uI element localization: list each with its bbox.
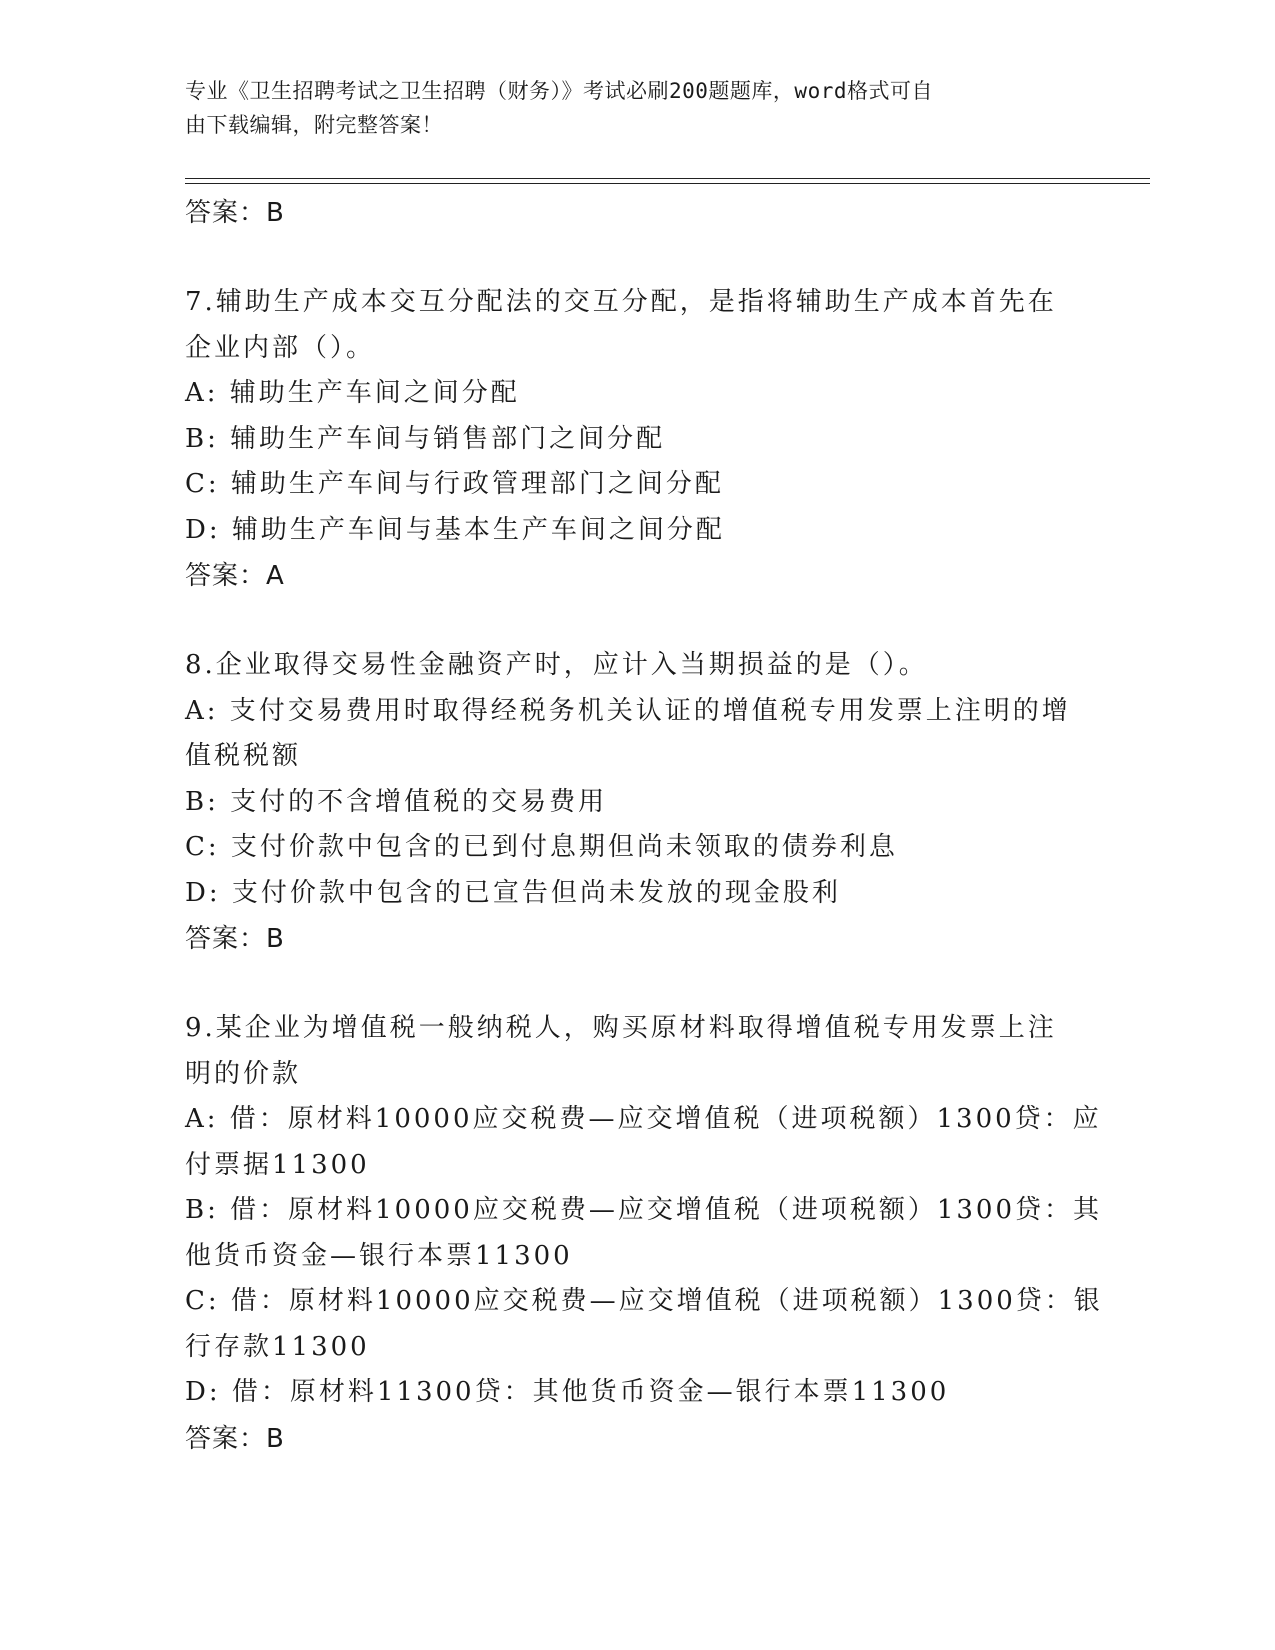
header-divider-bottom xyxy=(185,183,1150,184)
option-a: A: 支付交易费用时取得经税务机关认证的增值税专用发票上注明的增 xyxy=(185,695,1071,726)
header-line-1: 专业《卫生招聘考试之卫生招聘（财务）》考试必刷200题题库，word格式可自 xyxy=(185,79,933,103)
option-c: C: 辅助生产车间与行政管理部门之间分配 xyxy=(185,469,724,499)
option-c: C: 支付价款中包含的已到付息期但尚未领取的债券利息 xyxy=(185,832,898,862)
option-b: B: 辅助生产车间与销售部门之间分配 xyxy=(185,423,666,454)
option-b-continued: 他货币资金—银行本票11300 xyxy=(185,1240,573,1271)
answer-value: B xyxy=(266,924,285,954)
answer-line xyxy=(185,1416,1085,1462)
option-a: A: 辅助生产车间之间分配 xyxy=(185,378,520,408)
question-block-8 xyxy=(185,643,1085,962)
option-b: B: 借：原材料10000应交税费—应交增值税（进项税额）1300贷：其 xyxy=(185,1195,1103,1225)
option-d: D: 借：原材料11300贷：其他货币资金—银行本票11300 xyxy=(185,1377,950,1407)
question-block-7 xyxy=(185,280,1085,599)
option-a-continued: 值税税额 xyxy=(185,741,302,771)
option-d: D: 支付价款中包含的已宣告但尚未发放的现金股利 xyxy=(185,877,841,908)
option-c: C: 借：原材料10000应交税费—应交增值税（进项税额）1300贷：银 xyxy=(185,1286,1103,1316)
question-stem-line: 9.某企业为增值税一般纳税人，购买原材料取得增值税专用发票上注 xyxy=(185,1013,1057,1043)
question-stem-line: 企业内部（）。 xyxy=(185,332,376,363)
option-d: D: 辅助生产车间与基本生产车间之间分配 xyxy=(185,514,725,545)
answer-value: B xyxy=(266,1423,285,1454)
answer-label: 答案： xyxy=(185,198,267,228)
answer-label: 答案： xyxy=(185,561,267,591)
option-b: B: 支付的不含增值税的交易费用 xyxy=(185,786,608,817)
option-c-continued: 行存款11300 xyxy=(185,1331,370,1362)
answer-value: B xyxy=(266,198,285,228)
answer-label: 答案： xyxy=(185,924,267,954)
option-a: A: 借：原材料10000应交税费—应交增值税（进项税额）1300贷：应 xyxy=(185,1104,1102,1134)
answer-line xyxy=(185,916,1085,962)
header-divider-top xyxy=(185,178,1150,179)
header-line-2: 由下载编辑，附完整答案！ xyxy=(185,113,443,137)
answer-line xyxy=(185,190,1085,236)
document-header xyxy=(185,74,1065,142)
question-list xyxy=(185,188,1103,1462)
question-stem-line: 明的价款 xyxy=(185,1058,302,1089)
question-block-9 xyxy=(185,1006,1103,1462)
answer-line xyxy=(185,553,1085,599)
option-a-continued: 付票据11300 xyxy=(185,1149,370,1180)
answer-label: 答案： xyxy=(185,1423,267,1454)
question-stem-line: 7.辅助生产成本交互分配法的交互分配，是指将辅助生产成本首先在 xyxy=(185,287,1057,317)
answer-value: A xyxy=(266,561,285,591)
question-stem-line: 8.企业取得交易性金融资产时，应计入当期损益的是（）。 xyxy=(185,650,928,680)
